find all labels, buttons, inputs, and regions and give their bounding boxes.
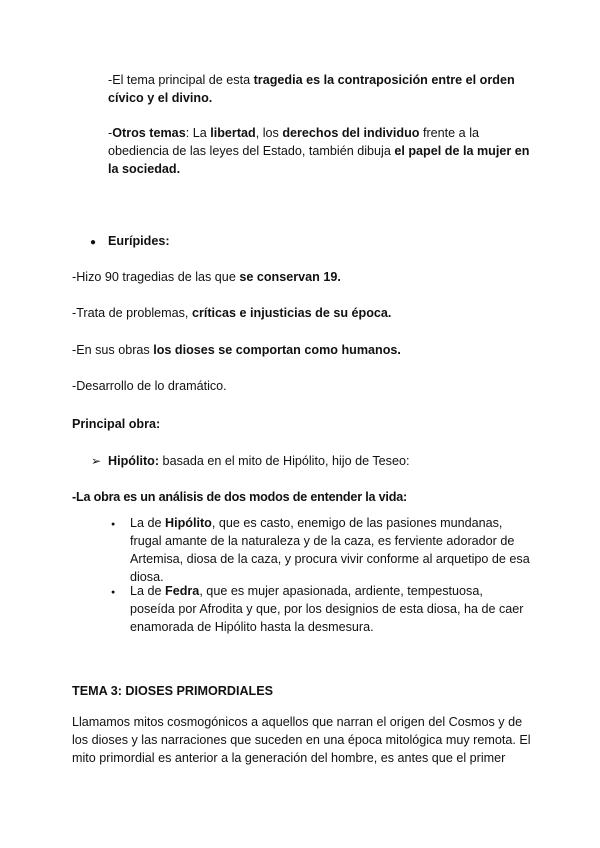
tema3-heading: TEMA 3: DIOSES PRIMORDIALES (72, 684, 274, 698)
text: , los (255, 126, 283, 140)
arrow-bullet-icon: ➢ (91, 454, 102, 468)
text: La de (130, 516, 166, 530)
mode-item (130, 582, 530, 636)
other-themes-paragraph (108, 124, 533, 178)
bold-text: Otros temas (112, 126, 186, 140)
text: frente a la obediencia de las leyes del Estado, también dibuja (108, 126, 479, 158)
bold-text: críticas e injusticias de su época. (191, 306, 392, 320)
text: La de (130, 584, 166, 598)
euripides-heading: Eurípides: (108, 234, 170, 248)
text: , que es mujer apasionada, ardiente, tempestuosa, poseída por Afrodita y que, por los designios de esta diosa, ha de caer enamorada de Hipólito hasta la desmesura. (130, 584, 524, 634)
work-line (108, 452, 409, 470)
bullet-icon: ● (111, 589, 116, 596)
bold-text: tragedia es la contraposición entre el orden cívico y el divino. (108, 73, 515, 105)
work-title: Hipólito: (108, 454, 160, 468)
bold-text: Fedra (165, 584, 200, 598)
text: -En sus obras (72, 343, 154, 357)
bold-text: Hipólito (165, 516, 212, 530)
main-theme-paragraph (108, 71, 533, 107)
text: -Desarrollo de lo dramático. (72, 379, 227, 393)
bold-text: derechos del individuo (282, 126, 420, 140)
text: -El tema principal de esta (108, 73, 254, 87)
bold-text: se conservan 19. (239, 270, 341, 284)
bold-text: los dioses se comportan como humanos. (153, 343, 401, 357)
text: -Trata de problemas, (72, 306, 192, 320)
main-work-heading: Principal obra: (72, 417, 161, 431)
work-description: basada en el mito de Hipólito, hijo de Teseo: (159, 454, 410, 468)
tema3-paragraph: Llamamos mitos cosmogónicos a aquellos que narran el origen del Cosmos y de los dioses y las narraciones que suceden en una época mitológica muy remota. El mito primordial es anterior a la generación del hombre, es antes que el primer (72, 715, 531, 765)
fact-line (72, 377, 227, 395)
text: -Hizo 90 tragedias de las que (72, 270, 240, 284)
mode-item (130, 514, 530, 586)
text: - (108, 126, 113, 140)
fact-line (72, 341, 401, 359)
bold-text: libertad (210, 126, 256, 140)
text: , que es casto, enemigo de las pasiones mundanas, frugal amante de la naturaleza y de la caza, es ferviente adorador de Artemisa, diosa de la caza, y procura vivir conforme al arquetipo de esa diosa. (130, 516, 530, 584)
bullet-icon: ● (90, 237, 97, 248)
bullet-icon: ● (111, 521, 116, 528)
analysis-heading: -La obra es un análisis de dos modos de entender la vida: (72, 490, 408, 504)
text: : La (185, 126, 211, 140)
fact-line (72, 304, 391, 322)
fact-line (72, 268, 341, 286)
bold-text: el papel de la mujer en la sociedad. (108, 144, 530, 176)
